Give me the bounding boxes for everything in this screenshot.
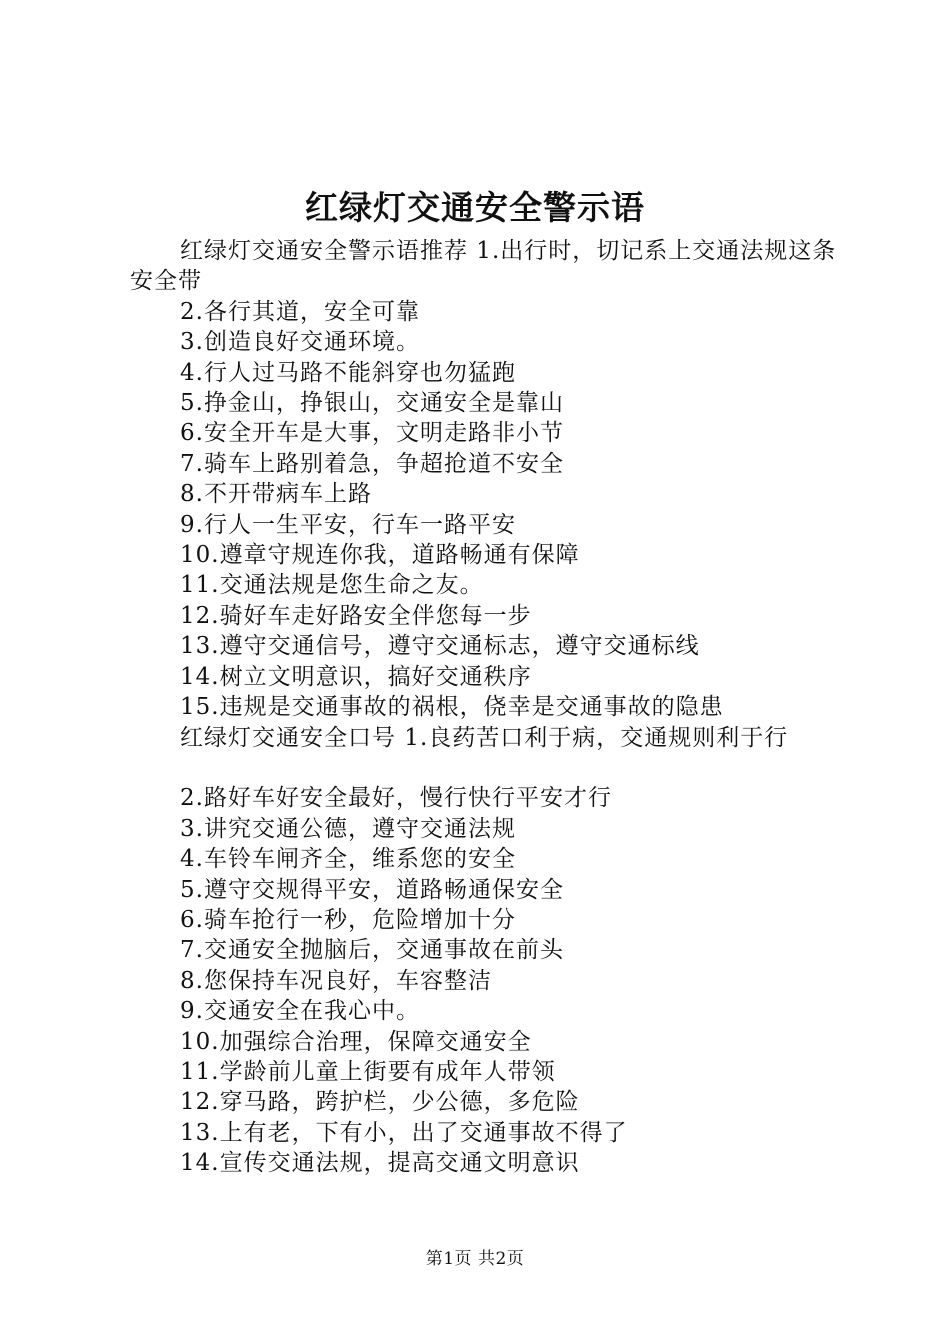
list-item: 15.违规是交通事故的祸根，侥幸是交通事故的隐患 [180,694,724,721]
section2-list [130,783,840,1178]
list-item: 10.加强综合治理，保障交通安全 [180,1028,532,1055]
list-item: 5.挣金山，挣银山，交通安全是靠山 [180,390,564,417]
list-item: 4.行人过马路不能斜穿也勿猛跑 [180,359,516,386]
list-item: 2.路好车好安全最好，慢行快行平安才行 [180,785,612,812]
list-item: 7.骑车上路别着急，争超抢道不安全 [180,450,564,477]
list-item: 6.骑车抢行一秒，危险增加十分 [180,906,516,933]
list-item: 3.讲究交通公德，遵守交通法规 [180,815,516,842]
list-item: 11.交通法规是您生命之友。 [180,572,484,599]
list-item: 12.穿马路，跨护栏，少公德，多危险 [180,1089,580,1116]
list-item: 9.交通安全在我心中。 [180,998,420,1025]
list-item: 3.创造良好交通环境。 [180,329,420,356]
page-footer: 第1页 共2页 [425,1249,525,1269]
list-item: 13.遵守交通信号，遵守交通标志，遵守交通标线 [180,633,700,660]
section2-intro: 红绿灯交通安全口号 1.良药苦口利于病，交通规则利于行 [180,724,789,751]
list-item: 10.遵章守规连你我，道路畅通有保障 [180,542,580,569]
blank-line [130,753,840,783]
list-item: 6.安全开车是大事，文明走路非小节 [180,420,564,447]
document-title: 红绿灯交通安全警示语 [305,188,645,227]
list-item: 7.交通安全抛脑后，交通事故在前头 [180,937,564,964]
list-item: 13.上有老，下有小，出了交通事故不得了 [180,1119,628,1146]
list-item: 14.宣传交通法规，提高交通文明意识 [180,1150,580,1177]
list-item: 5.遵守交规得平安，道路畅通保安全 [180,876,564,903]
list-item: 11.学龄前儿童上街要有成年人带领 [180,1058,556,1085]
list-item: 8.您保持车况良好，车容整洁 [180,967,492,994]
list-item: 14.树立文明意识，搞好交通秩序 [180,663,532,690]
list-item: 4.车铃车闸齐全，维系您的安全 [180,846,516,873]
section1-intro: 红绿灯交通安全警示语推荐 1.出行时，切记系上交通法规这条安全带 [130,238,837,295]
list-item: 12.骑好车走好路安全伴您每一步 [180,602,532,629]
list-item: 2.各行其道，安全可靠 [180,298,420,325]
document-body [130,236,840,1179]
list-item: 9.行人一生平安，行车一路平安 [180,511,516,538]
list-item: 8.不开带病车上路 [180,481,372,508]
section1-list [130,297,840,723]
